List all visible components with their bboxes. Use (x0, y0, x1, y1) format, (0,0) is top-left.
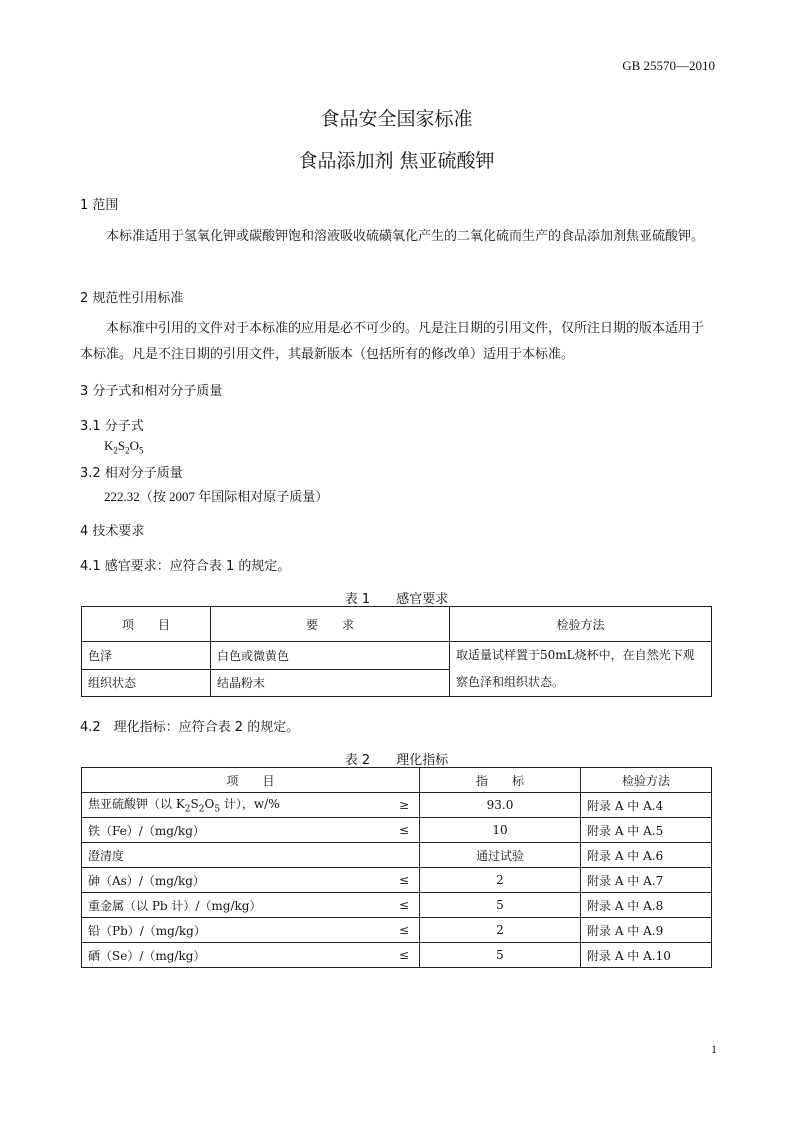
table-2-cell-operator: ≤ (389, 943, 420, 968)
table-2-cell-method: 附录 A 中 A.4 (581, 793, 712, 818)
table-2-cell-method: 附录 A 中 A.9 (581, 918, 712, 943)
table-row (82, 893, 712, 918)
molecular-formula: $K_2S_2O_5$ (104, 438, 144, 456)
table-1-cell-req: 白色或微黄色 (211, 642, 450, 670)
table-2-header-spec: 指 标 (420, 768, 581, 793)
document-title: 食品安全国家标准 (320, 108, 473, 130)
table-2-cell-method: 附录 A 中 A.6 (581, 843, 712, 868)
section-4-1-heading: 4.1 感官要求：应符合表 1 的规定。 (80, 559, 291, 574)
section-2-text: 本标准中引用的文件对于本标准的应用是必不可少的。凡是注日期的引用文件，仅所注日期的版本适用于本标准。凡是不注日期的引用文件，其最新版本（包括所有的修改单）适用于本标准。 (80, 321, 705, 362)
section-4-heading: 4 技术要求 (80, 524, 145, 539)
section-3-heading: 3 分子式和相对分子质量 (80, 384, 223, 399)
table-row (82, 818, 712, 843)
table-2-cell-operator: ≤ (389, 818, 420, 843)
table-2-cell-operator: ≤ (389, 918, 420, 943)
section-2-heading: 2 规范性引用标准 (80, 291, 184, 306)
table-2-header-method: 检验方法 (581, 768, 712, 793)
table-2-cell-value: 10 (420, 818, 581, 843)
table-2-cell-value: 93.0 (420, 793, 581, 818)
page-number: 1 (711, 1042, 717, 1056)
section-1-text: 本标准适用于氢氧化钾或碳酸钾饱和溶液吸收硫磺氧化产生的二氧化硫而生产的食品添加剂焦亚硫酸钾。 (106, 229, 705, 244)
table-2-cell-name: 焦亚硫酸钾（以 $K_2S_2O_5$ 计），w/% (82, 793, 390, 818)
table-2-caption: 表 2 理化指标 (344, 753, 449, 768)
section-4-2-heading: 4.2 理化指标：应符合表 2 的规定。 (80, 720, 300, 735)
table-2-cell-name: 铁（Fe）/（mg/kg） (82, 818, 390, 843)
section-3-2-heading: 3.2 相对分子质量 (80, 466, 183, 481)
table-1-sensory (81, 606, 712, 697)
table-row (82, 918, 712, 943)
table-2-cell-method: 附录 A 中 A.7 (581, 868, 712, 893)
table-1-header-item: 项 目 (82, 607, 211, 642)
molecular-mass: 222.32（按 2007 年国际相对原子质量） (104, 489, 329, 504)
table-2-cell-name: 硒（Se）/（mg/kg） (82, 943, 390, 968)
table-1-header-requirement: 要 求 (211, 607, 450, 642)
table-2-cell-operator (389, 843, 420, 868)
section-1-heading: 1 范围 (80, 198, 119, 213)
table-1-cell-method: 取适量试样置于50mL烧杯中，在自然光下观察色泽和组织状态。 (450, 642, 712, 697)
table-2-physicochemical (81, 767, 712, 968)
table-2-cell-operator: ≤ (389, 868, 420, 893)
standard-code: GB 25570—2010 (622, 58, 715, 73)
table-2-cell-name: 澄清度 (82, 843, 390, 868)
table-2-cell-value: 通过试验 (420, 843, 581, 868)
table-2-cell-method: 附录 A 中 A.10 (581, 943, 712, 968)
table-row (82, 843, 712, 868)
table-2-cell-operator: ≥ (389, 793, 420, 818)
table-2-cell-value: 5 (420, 943, 581, 968)
table-row (82, 793, 712, 818)
section-3-1-heading: 3.1 分子式 (80, 419, 144, 434)
table-2-cell-value: 2 (420, 868, 581, 893)
document-subtitle: 食品添加剂 焦亚硫酸钾 (298, 150, 495, 172)
table-1-caption: 表 1 感官要求 (344, 592, 449, 607)
table-2-cell-name: 铅（Pb）/（mg/kg） (82, 918, 390, 943)
table-2-cell-name: 重金属（以 Pb 计）/（mg/kg） (82, 893, 390, 918)
table-2-cell-method: 附录 A 中 A.5 (581, 818, 712, 843)
table-2-cell-operator: ≤ (389, 893, 420, 918)
table-2-header-item: 项 目 (82, 768, 420, 793)
table-2-cell-method: 附录 A 中 A.8 (581, 893, 712, 918)
table-row (82, 868, 712, 893)
table-1-header-method: 检验方法 (450, 607, 712, 642)
table-1-cell-req: 结晶粉末 (211, 669, 450, 697)
table-2-cell-value: 2 (420, 918, 581, 943)
table-2-cell-name: 砷（As）/（mg/kg） (82, 868, 390, 893)
table-1-cell-item: 组织状态 (82, 669, 211, 697)
table-1-cell-item: 色泽 (82, 642, 211, 670)
table-row (82, 943, 712, 968)
table-2-cell-value: 5 (420, 893, 581, 918)
